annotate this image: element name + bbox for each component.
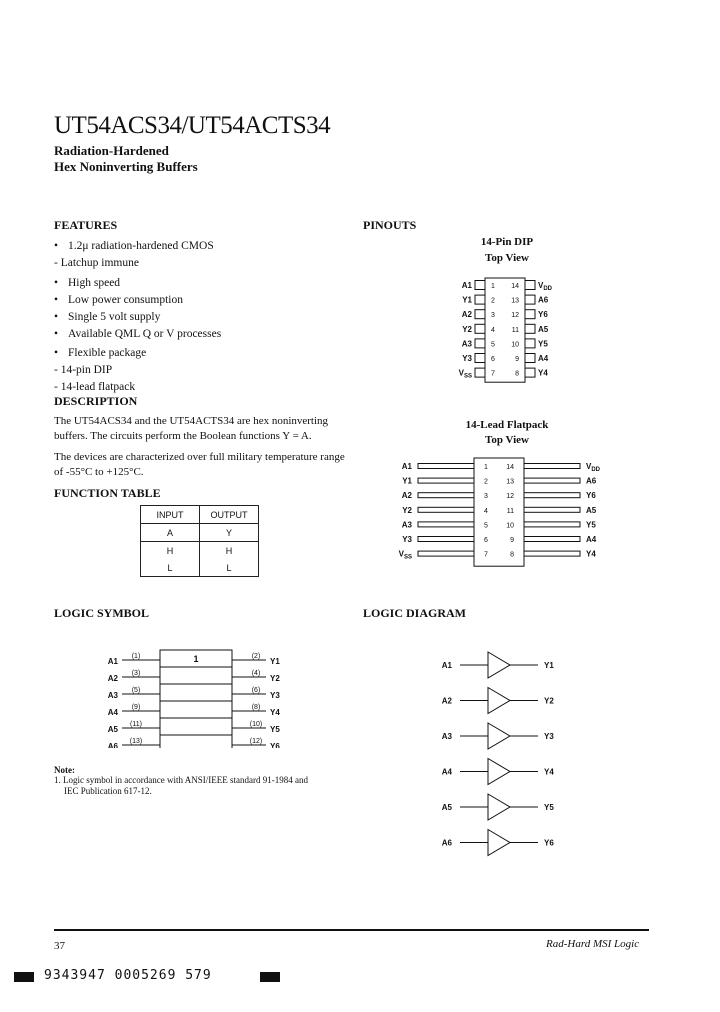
footer-section-label: Rad-Hard MSI Logic bbox=[546, 938, 640, 950]
feature-item: • 1.2μ radiation-hardened CMOS bbox=[54, 240, 214, 252]
dip-pin-right bbox=[525, 295, 535, 304]
flatpack-lead-left bbox=[418, 493, 474, 498]
logic-symbol-input-pin: (3) bbox=[131, 670, 141, 677]
logic-diagram-heading: LOGIC DIAGRAM bbox=[363, 606, 467, 620]
dip-pin-left bbox=[475, 339, 485, 348]
flatpack-lead-right bbox=[524, 493, 580, 498]
logic-diagram-input-name: A1 bbox=[441, 661, 452, 670]
dip-left-pin-number: 7 bbox=[491, 370, 495, 378]
flatpack-title: 14-Lead Flatpack bbox=[465, 419, 549, 431]
barcode-block-left bbox=[14, 972, 34, 982]
buffer-gate bbox=[488, 652, 510, 678]
logic-symbol-output-name: Y3 bbox=[270, 691, 280, 700]
page-number: 37 bbox=[54, 940, 65, 952]
description-paragraph-1: The UT54ACS34 and the UT54ACTS34 are hex noninverting buffers. The circuits perform the Boolean functions Y = A. bbox=[54, 415, 329, 442]
dip-left-pin-name: Y3 bbox=[462, 354, 472, 363]
dip-right-pin-name: A6 bbox=[538, 295, 549, 305]
flatpack-left-pin-name: Y1 bbox=[402, 476, 412, 486]
logic-symbol-input-pin: (13) bbox=[129, 738, 143, 745]
note-line-1: 1. Logic symbol in accordance with ANSI/IEEE standard 91-1984 and bbox=[54, 775, 308, 785]
dip-package-diagram bbox=[440, 272, 590, 387]
footer-rule bbox=[54, 929, 649, 931]
dip-right-pin-number: 8 bbox=[515, 370, 519, 378]
flatpack-lead-left bbox=[418, 478, 474, 483]
dip-right-pin-name: A5 bbox=[538, 324, 549, 334]
dip-left-pin-number: 3 bbox=[491, 312, 495, 320]
dip-right-pin-name: Y5 bbox=[538, 339, 548, 349]
description-paragraph-2: The devices are characterized over full military temperature range of -55°C to +125°C. bbox=[54, 451, 345, 478]
flatpack-right-pin-name: Y5 bbox=[586, 520, 596, 530]
feature-item: • Available QML Q or V processes bbox=[54, 328, 222, 340]
logic-diagram bbox=[430, 645, 580, 865]
flatpack-right-pin-name: Y4 bbox=[586, 549, 596, 559]
table-cell: H bbox=[141, 542, 200, 560]
logic-symbol-heading: LOGIC SYMBOL bbox=[54, 606, 150, 620]
dip-left-pin-name: A2 bbox=[461, 310, 472, 320]
dip-pin-left bbox=[475, 354, 485, 363]
logic-symbol-output-name: Y6 bbox=[270, 742, 280, 748]
logic-symbol-output-name: Y5 bbox=[270, 725, 280, 734]
flatpack-lead-left bbox=[418, 507, 474, 512]
function-table-heading: FUNCTION TABLE bbox=[54, 486, 161, 500]
flatpack-left-pin-number: 6 bbox=[484, 537, 488, 544]
logic-symbol-box bbox=[160, 650, 232, 748]
dip-right-pin-name: Y4 bbox=[538, 368, 548, 378]
subtitle-line-1: Radiation-Hardened bbox=[54, 143, 169, 158]
flatpack-right-pin-number: 10 bbox=[506, 522, 514, 530]
logic-diagram-input-name: A6 bbox=[441, 838, 452, 848]
flatpack-package-diagram bbox=[390, 455, 620, 570]
col-input-header: INPUT bbox=[141, 506, 200, 524]
dip-left-pin-name: Y1 bbox=[462, 295, 472, 305]
flatpack-left-pin-number: 4 bbox=[484, 507, 488, 515]
flatpack-lead-left bbox=[418, 551, 474, 556]
logic-symbol-input-name: A6 bbox=[107, 742, 118, 748]
flatpack-right-pin-number: 13 bbox=[506, 478, 514, 486]
buffer-gate bbox=[488, 794, 510, 820]
dip-pin-right bbox=[525, 368, 535, 377]
pinouts-heading: PINOUTS bbox=[363, 218, 417, 232]
dip-pin-left bbox=[475, 310, 485, 319]
logic-symbol-gate-label: 1 bbox=[193, 654, 199, 664]
flatpack-left-pin-name: Y2 bbox=[402, 505, 412, 515]
logic-symbol-diagram bbox=[100, 638, 300, 748]
feature-subitem: - Latchup immune bbox=[54, 257, 139, 269]
feature-subitem: - 14-pin DIP bbox=[54, 364, 113, 376]
table-cell: L bbox=[226, 562, 232, 573]
logic-diagram-output-name: Y3 bbox=[544, 732, 554, 741]
flatpack-left-pin-number: 2 bbox=[484, 478, 488, 486]
feature-item: • Single 5 volt supply bbox=[54, 311, 161, 323]
dip-left-pin-name: A1 bbox=[461, 281, 472, 290]
dip-right-pin-number: 9 bbox=[515, 356, 519, 363]
dip-left-pin-number: 5 bbox=[491, 341, 495, 349]
dip-left-pin-number: 2 bbox=[491, 297, 495, 305]
subtitle-line-2: Hex Noninverting Buffers bbox=[54, 159, 198, 174]
flatpack-left-pin-name: A1 bbox=[401, 462, 412, 471]
flatpack-lead-right bbox=[524, 537, 580, 542]
flatpack-right-pin-number: 14 bbox=[506, 464, 514, 471]
dip-view: Top View bbox=[485, 252, 529, 264]
logic-symbol-output-pin: (10) bbox=[249, 721, 263, 728]
logic-symbol-output-pin: (12) bbox=[249, 738, 263, 745]
logic-symbol-input-name: A5 bbox=[107, 725, 118, 734]
sub-output-header: Y bbox=[225, 527, 232, 538]
dip-pin-left bbox=[475, 324, 485, 333]
logic-diagram-input-name: A3 bbox=[441, 732, 452, 741]
logic-symbol-input-name: A3 bbox=[107, 691, 118, 700]
feature-item: • Low power consumption bbox=[54, 294, 183, 306]
dip-right-pin-number: 11 bbox=[511, 326, 519, 334]
buffer-gate bbox=[488, 759, 510, 785]
flatpack-left-pin-number: 7 bbox=[484, 551, 488, 559]
flatpack-lead-left bbox=[418, 522, 474, 527]
flatpack-lead-left bbox=[418, 464, 474, 469]
logic-diagram-input-name: A2 bbox=[441, 696, 452, 706]
dip-left-pin-number: 6 bbox=[491, 356, 495, 363]
flatpack-right-pin-name: $V_{DD}$ bbox=[586, 462, 601, 473]
logic-diagram-output-name: Y5 bbox=[544, 803, 554, 812]
dip-left-pin-number: 4 bbox=[491, 326, 495, 334]
flatpack-right-pin-name: Y6 bbox=[586, 491, 596, 501]
flatpack-left-pin-name: Y3 bbox=[402, 535, 412, 544]
dip-right-pin-name: A4 bbox=[538, 354, 549, 363]
logic-symbol-output-pin: (8) bbox=[251, 704, 261, 711]
dip-pin-left bbox=[475, 281, 485, 290]
flatpack-left-pin-name: $V_{SS}$ bbox=[398, 549, 412, 561]
note-line-2: IEC Publication 617-12. bbox=[64, 786, 152, 796]
col-output-header: OUTPUT bbox=[210, 509, 248, 520]
flatpack-lead-left bbox=[418, 537, 474, 542]
table-cell: L bbox=[141, 559, 200, 577]
logic-symbol-input-pin: (9) bbox=[131, 704, 141, 711]
dip-right-pin-number: 13 bbox=[511, 297, 519, 305]
dip-pin-right bbox=[525, 310, 535, 319]
flatpack-lead-right bbox=[524, 464, 580, 469]
logic-symbol-output-name: Y4 bbox=[270, 708, 280, 717]
logic-diagram-output-name: Y1 bbox=[544, 661, 554, 670]
dip-right-pin-number: 12 bbox=[511, 312, 519, 320]
logic-symbol-output-name: Y2 bbox=[270, 674, 280, 683]
logic-symbol-output-pin: (4) bbox=[251, 670, 261, 677]
function-table bbox=[140, 505, 259, 577]
logic-symbol-input-name: A2 bbox=[107, 674, 118, 683]
logic-symbol-output-pin: (6) bbox=[251, 687, 261, 694]
dip-title: 14-Pin DIP bbox=[480, 236, 534, 248]
note-heading: Note: bbox=[54, 765, 75, 775]
barcode-number: 9343947 0005269 579 bbox=[44, 968, 212, 983]
flatpack-right-pin-name: A4 bbox=[586, 535, 597, 544]
dip-pin-right bbox=[525, 281, 535, 290]
page-title: UT54ACS34/UT54ACTS34 bbox=[54, 112, 331, 139]
dip-pin-left bbox=[475, 368, 485, 377]
flatpack-lead-right bbox=[524, 478, 580, 483]
flatpack-body bbox=[474, 458, 524, 566]
logic-diagram-output-name: Y2 bbox=[544, 696, 554, 706]
dip-right-pin-number: 10 bbox=[511, 341, 519, 349]
feature-item: • Flexible package bbox=[54, 347, 147, 359]
flatpack-left-pin-number: 3 bbox=[484, 493, 488, 501]
feature-subitem: - 14-lead flatpack bbox=[54, 381, 136, 393]
flatpack-left-pin-number: 5 bbox=[484, 522, 488, 530]
logic-symbol-input-name: A4 bbox=[107, 708, 118, 717]
description-heading: DESCRIPTION bbox=[54, 394, 138, 408]
barcode-block-right bbox=[260, 972, 280, 982]
dip-left-pin-number: 1 bbox=[491, 283, 495, 290]
flatpack-left-pin-name: A2 bbox=[401, 491, 412, 501]
flatpack-view: Top View bbox=[485, 434, 529, 446]
logic-symbol-input-pin: (11) bbox=[130, 721, 142, 728]
flatpack-left-pin-name: A3 bbox=[401, 520, 412, 530]
logic-symbol-input-name: A1 bbox=[107, 657, 118, 666]
flatpack-right-pin-number: 11 bbox=[506, 507, 514, 515]
logic-diagram-output-name: Y4 bbox=[544, 767, 554, 777]
logic-symbol-output-pin: (2) bbox=[251, 653, 261, 660]
dip-pin-right bbox=[525, 354, 535, 363]
logic-diagram-input-name: A4 bbox=[441, 767, 452, 777]
flatpack-lead-right bbox=[524, 507, 580, 512]
logic-diagram-output-name: Y6 bbox=[544, 838, 554, 848]
dip-right-pin-number: 14 bbox=[511, 283, 519, 290]
logic-symbol-output-name: Y1 bbox=[270, 657, 280, 666]
buffer-gate bbox=[488, 723, 510, 749]
flatpack-right-pin-name: A5 bbox=[586, 505, 597, 515]
table-cell: H bbox=[225, 545, 233, 556]
dip-left-pin-name: Y2 bbox=[462, 324, 472, 334]
flatpack-right-pin-name: A6 bbox=[586, 476, 597, 486]
sub-input-header: A bbox=[141, 524, 200, 542]
flatpack-right-pin-number: 8 bbox=[510, 551, 514, 559]
feature-item: • High speed bbox=[54, 277, 121, 289]
dip-right-pin-name: Y6 bbox=[538, 310, 548, 320]
dip-left-pin-name: A3 bbox=[461, 339, 472, 349]
flatpack-left-pin-number: 1 bbox=[484, 464, 488, 471]
dip-pin-left bbox=[475, 295, 485, 304]
buffer-gate bbox=[488, 830, 510, 856]
logic-diagram-input-name: A5 bbox=[441, 803, 452, 812]
flatpack-right-pin-number: 12 bbox=[506, 493, 514, 501]
dip-pin-right bbox=[525, 339, 535, 348]
flatpack-lead-right bbox=[524, 551, 580, 556]
logic-symbol-input-pin: (1) bbox=[131, 653, 141, 660]
logic-symbol-input-pin: (5) bbox=[131, 687, 141, 694]
dip-pin-right bbox=[525, 324, 535, 333]
dip-left-pin-name: $V_{SS}$ bbox=[458, 368, 472, 380]
features-heading: FEATURES bbox=[54, 218, 118, 232]
flatpack-lead-right bbox=[524, 522, 580, 527]
features-list bbox=[54, 238, 344, 396]
dip-right-pin-name: $V_{DD}$ bbox=[538, 281, 553, 292]
flatpack-right-pin-number: 9 bbox=[510, 537, 514, 544]
buffer-gate bbox=[488, 688, 510, 714]
